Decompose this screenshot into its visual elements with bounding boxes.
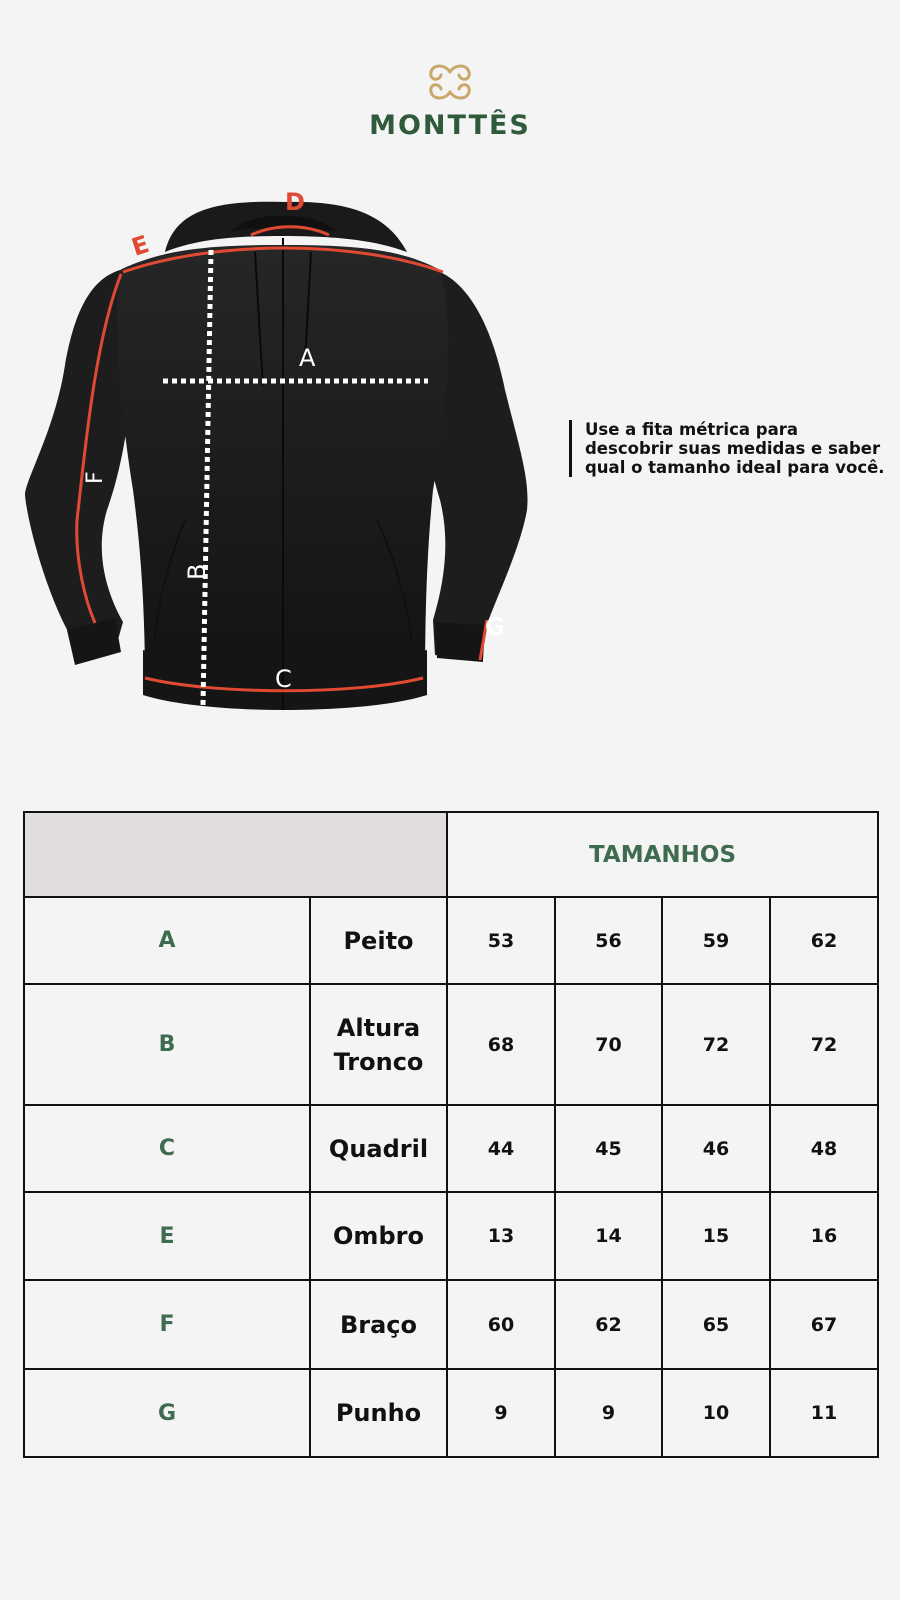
size-value: 11 — [770, 1369, 878, 1457]
brand-name: MONTTÊS — [369, 110, 531, 141]
size-value: 65 — [662, 1280, 770, 1369]
header-blank-cell — [24, 812, 447, 897]
size-value: 60 — [447, 1280, 555, 1369]
measure-code: F — [24, 1280, 310, 1369]
size-value: 72 — [662, 984, 770, 1105]
size-value: 13 — [447, 1192, 555, 1280]
size-value: 70 — [555, 984, 662, 1105]
size-value: 68 — [447, 984, 555, 1105]
measure-label: Ombro — [310, 1192, 447, 1280]
label-b: B — [183, 563, 211, 580]
table-row — [24, 984, 878, 1105]
label-d: D — [285, 190, 305, 216]
size-value: 46 — [662, 1105, 770, 1192]
table-row — [24, 1192, 878, 1280]
measure-code: B — [24, 984, 310, 1105]
label-a: A — [299, 344, 316, 372]
size-value: 16 — [770, 1192, 878, 1280]
measure-label: Quadril — [310, 1105, 447, 1192]
measurement-instruction: Use a fita métrica para descobrir suas medidas e saber qual o tamanho ideal para você. — [569, 420, 885, 477]
size-value: 44 — [447, 1105, 555, 1192]
size-value: 72 — [770, 984, 878, 1105]
table-row — [24, 1105, 878, 1192]
size-value: 9 — [555, 1369, 662, 1457]
brand-logo — [0, 62, 900, 141]
measure-code: G — [24, 1369, 310, 1457]
table-header-row — [24, 812, 878, 897]
size-value: 9 — [447, 1369, 555, 1457]
measure-code: C — [24, 1105, 310, 1192]
size-value: 62 — [770, 897, 878, 984]
size-value: 62 — [555, 1280, 662, 1369]
measure-label: Altura Tronco — [310, 984, 447, 1105]
label-c: C — [275, 665, 292, 693]
measure-label: Punho — [310, 1369, 447, 1457]
size-value: 10 — [662, 1369, 770, 1457]
label-f: F — [83, 471, 108, 484]
size-value: 53 — [447, 897, 555, 984]
size-value: 56 — [555, 897, 662, 984]
label-g: G — [485, 613, 505, 641]
ornament-icon — [425, 62, 475, 104]
measure-code: E — [24, 1192, 310, 1280]
measure-code: A — [24, 897, 310, 984]
label-e: E — [128, 230, 153, 262]
size-value: 59 — [662, 897, 770, 984]
size-value: 45 — [555, 1105, 662, 1192]
hoodie-illustration — [15, 190, 555, 730]
measure-label: Peito — [310, 897, 447, 984]
sizes-header: TAMANHOS — [447, 812, 878, 897]
size-value: 15 — [662, 1192, 770, 1280]
table-row — [24, 1280, 878, 1369]
size-value: 48 — [770, 1105, 878, 1192]
table-row — [24, 897, 878, 984]
size-value: 14 — [555, 1192, 662, 1280]
size-value: 67 — [770, 1280, 878, 1369]
measure-label: Braço — [310, 1280, 447, 1369]
size-chart-table — [23, 811, 879, 1458]
table-row — [24, 1369, 878, 1457]
